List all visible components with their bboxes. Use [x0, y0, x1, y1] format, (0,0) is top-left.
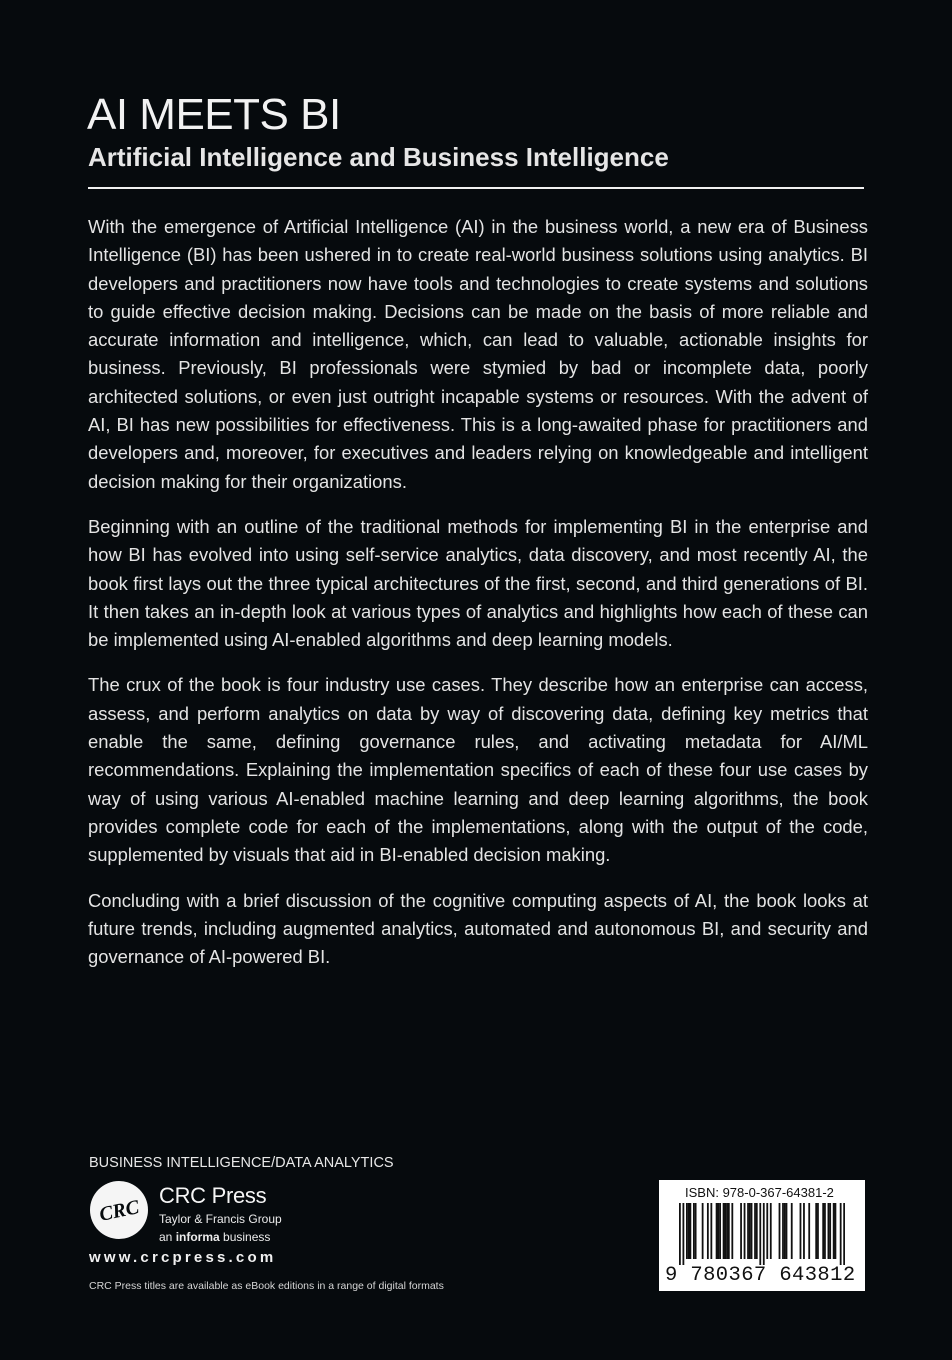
crc-logo-mark: CRC [97, 1196, 142, 1226]
barcode-bar [707, 1203, 709, 1259]
barcode-bar [710, 1203, 712, 1259]
informa-brand: informa [175, 1230, 220, 1244]
barcode-bar [717, 1203, 719, 1259]
barcode-bar [791, 1203, 793, 1259]
isbn-label: ISBN: 978-0-367-64381-2 [685, 1185, 834, 1200]
barcode-bar [724, 1203, 726, 1259]
barcode-bar [828, 1203, 830, 1259]
barcode-bar [822, 1203, 824, 1259]
book-subtitle: Artificial Intelligence and Business Intelligence [88, 142, 669, 172]
barcode-bar [833, 1203, 835, 1259]
barcode-bar [719, 1203, 721, 1259]
barcode-bar [817, 1203, 819, 1259]
barcode-bar [682, 1203, 684, 1265]
barcode-bar [829, 1203, 831, 1259]
barcode-bar [756, 1203, 758, 1259]
informa-suffix: business [219, 1230, 271, 1244]
barcode-bar [824, 1203, 826, 1259]
barcode-panel [659, 1180, 865, 1291]
barcode-bar [843, 1203, 845, 1265]
barcode-bar [740, 1203, 742, 1259]
barcode-bar [744, 1203, 746, 1259]
barcode-bar [754, 1203, 756, 1259]
barcode-bar [726, 1203, 728, 1259]
barcode-bar [803, 1203, 805, 1259]
barcode-bar [689, 1203, 691, 1259]
publisher-website: www.crcpress.com [89, 1249, 277, 1266]
barcode-bar [786, 1203, 788, 1259]
barcode-bar [695, 1203, 697, 1259]
barcode-bar [840, 1203, 842, 1265]
barcode-bar [835, 1203, 837, 1259]
barcode-bar [723, 1203, 725, 1259]
barcode-bar [702, 1203, 704, 1259]
barcode-bar [731, 1203, 733, 1259]
description-paragraph-1: With the emergence of Artificial Intelligence (AI) in the business world, a new era of Business Intelligence (BI) has been ushered in to create real-world business solutions using analytics. BI developers and practitioners now have tools and technologies to create systems and solutions to guide effective decision making. Decisions can be made on the basis of more reliable and accurate information and intelligence, which, can lead to valuable, actionable insights for business. Previously, BI professionals were stymied by bad or incomplete data, poorly architected solutions, or even just outright incapable systems or resources. With the advent of AI, BI has new possibilities for effectiveness. This is a long-awaited phase for practitioners and developers and, moreover, for executives and leaders relying on knowledgeable and intelligent decision making for their organizations. [88, 216, 868, 492]
barcode-bar [763, 1203, 765, 1265]
barcode-bar [749, 1203, 751, 1259]
ebook-note: CRC Press titles are available as eBook editions in a range of digital formats [89, 1280, 444, 1292]
barcode-bar [728, 1203, 730, 1259]
title-divider [88, 187, 864, 189]
barcode-bar [759, 1203, 761, 1265]
barcode-bar [686, 1203, 688, 1259]
description-paragraph-3: The crux of the book is four industry use cases. They describe how an enterprise can access, assess, and perform analytics on data by way of discovering data, defining key metrics that enable the same, defining governance rules, and activating metadata for AI/ML recommendations. Explaining the implementation specifics of each of these four use cases by way of using various AI-enabled machine learning and deep learning algorithms, the book provides complete code for each of the implementations, along with the output of the code, supplemented by visuals that aid in BI-enabled decision making. [88, 674, 868, 866]
barcode-bar [770, 1203, 772, 1259]
barcode-bar [747, 1203, 749, 1259]
publisher-group: Taylor & Francis Group [159, 1212, 282, 1226]
book-title: AI MEETS BI [87, 90, 341, 139]
barcode-bar [779, 1203, 781, 1259]
book-description [88, 213, 868, 988]
barcode-digits: 9 780367 643812 [665, 1264, 856, 1287]
barcode-bar [751, 1203, 753, 1259]
informa-prefix: an [159, 1230, 176, 1244]
subject-category: BUSINESS INTELLIGENCE/DATA ANALYTICS [89, 1155, 394, 1171]
description-paragraph-4: Concluding with a brief discussion of the cognitive computing aspects of AI, the book looks at future trends, including augmented analytics, automated and autonomous BI, and security and governance of AI-powered BI. [88, 889, 868, 968]
crc-logo [89, 1180, 149, 1240]
informa-line [159, 1230, 270, 1244]
barcode-bar [766, 1203, 768, 1259]
barcode-bar [800, 1203, 802, 1259]
barcode-bar [679, 1203, 681, 1265]
barcode-bar [815, 1203, 817, 1259]
barcode-bar [808, 1203, 810, 1259]
barcode-bars [679, 1203, 845, 1265]
publisher-name: CRC Press [159, 1183, 267, 1208]
description-paragraph-2: Beginning with an outline of the traditional methods for implementing BI in the enterprise and how BI has evolved into using self-service analytics, data discovery, and most recently AI, the book first lays out the three typical architectures of the first, second, and third generations of BI. It then takes an in-depth look at various types of analytics and highlights how each of these can be implemented using AI-enabled algorithms and deep learning models. [88, 515, 868, 651]
barcode-bar [693, 1203, 695, 1259]
barcode-bar [688, 1203, 690, 1259]
barcode-bar [784, 1203, 786, 1259]
barcode-bar [716, 1203, 718, 1259]
barcode-bar [782, 1203, 784, 1259]
